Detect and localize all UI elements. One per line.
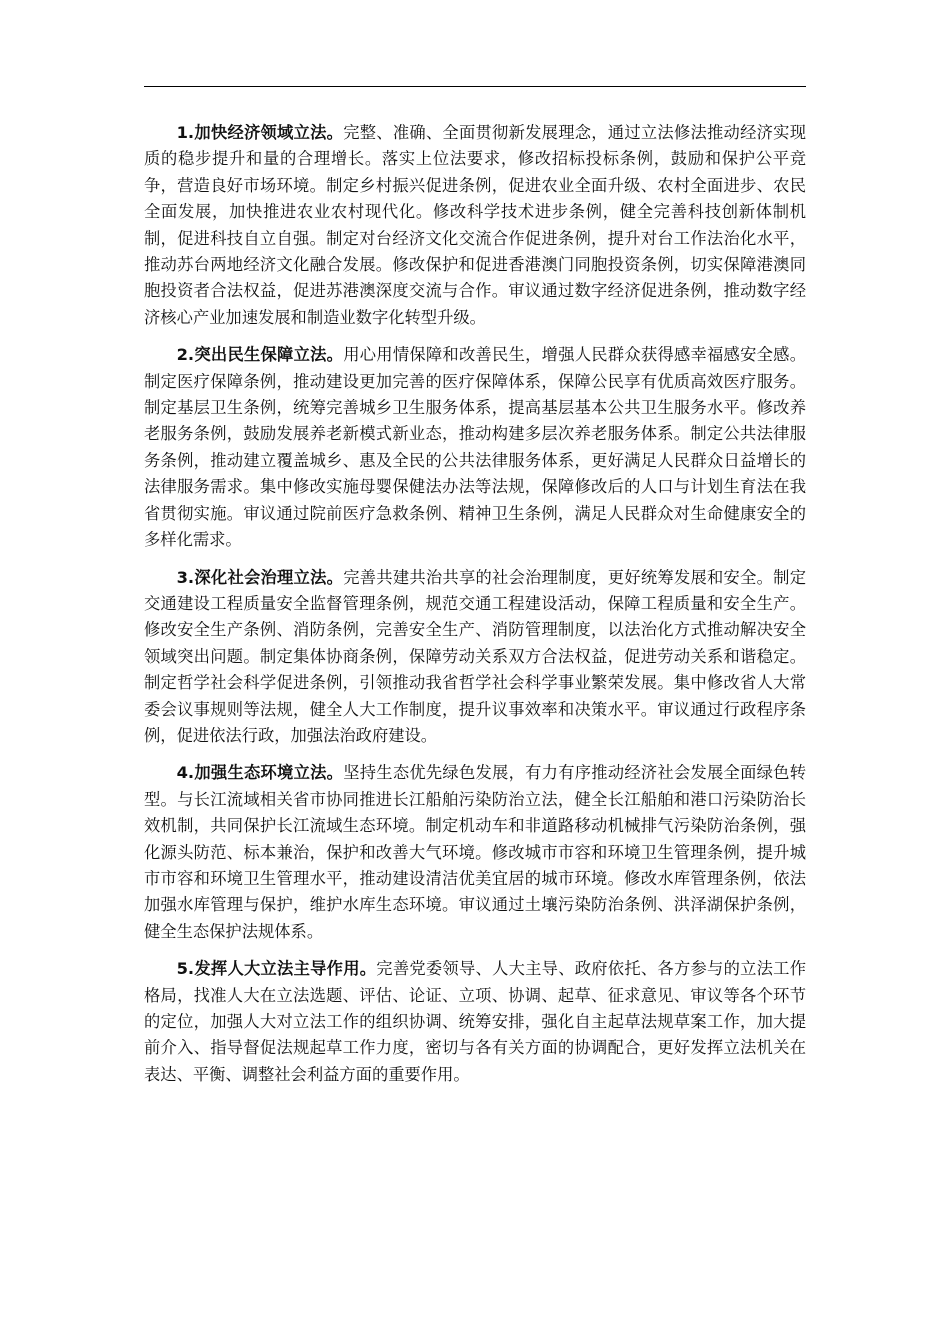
paragraph-npc-leading-role (144, 956, 806, 1088)
paragraph-social-governance-legislation (144, 565, 806, 750)
paragraph-text: 完整、准确、全面贯彻新发展理念，通过立法修法推动经济实现质的稳步提升和量的合理增长。落实上位法要求，修改招标投标条例，鼓励和保护公平竞争，营造良好市场环境。制定乡村振兴促进条例，促进农业全面升级、农村全面进步、农民全面发展，加快推进农业农村现代化。修改科学技术进步条例，健全完善科技创新体制机制，促进科技自立自强。制定对台经济文化交流合作促进条例，提升对台工作法治化水平，推动苏台两地经济文化融合发展。修改保护和促进香港澳门同胞投资条例，切实保障港澳同胞投资者合法权益，促进苏港澳深度交流与合作。审议通过数字经济促进条例，推动数字经济核心产业加速发展和制造业数字化转型升级。 (144, 123, 806, 327)
paragraph-heading: 3.深化社会治理立法。 (176, 567, 344, 587)
paragraph-text: 完善共建共治共享的社会治理制度，更好统筹发展和安全。制定交通建设工程质量安全监督管理条例，规范交通工程建设活动，保障工程质量和安全生产。修改安全生产条例、消防条例，完善安全生产、消防管理制度，以法治化方式推动解决安全领域突出问题。制定集体协商条例，保障劳动关系双方合法权益，促进劳动关系和谐稳定。制定哲学社会科学促进条例，引领推动我省哲学社会科学事业繁荣发展。集中修改省人大常委会议事规则等法规，健全人大工作制度，提升议事效率和决策水平。审议通过行政程序条例，促进依法行政，加强法治政府建设。 (144, 567, 806, 745)
paragraph-heading: 1.加快经济领域立法。 (176, 123, 344, 142)
paragraph-economic-legislation (144, 120, 806, 331)
header-rule (144, 86, 806, 87)
paragraph-livelihood-legislation (144, 342, 806, 553)
paragraph-text: 完善党委领导、人大主导、政府依托、各方参与的立法工作格局，找准人大在立法选题、评估、论证、立项、协调、起草、征求意见、审议等各个环节的定位，加强人大对立法工作的组织协调、统筹安排，强化自主起草法规草案工作，加大提前介入、指导督促法规起草工作力度，密切与各有关方面的协调配合，更好发挥立法机关在表达、平衡、调整社会利益方面的重要作用。 (144, 959, 806, 1084)
paragraph-text: 坚持生态优先绿色发展，有力有序推动经济社会发展全面绿色转型。与长江流域相关省市协同推进长江船舶污染防治立法，健全长江船舶和港口污染防治长效机制，共同保护长江流域生态环境。制定机动车和非道路移动机械排气污染防治条例，强化源头防范、标本兼治，保护和改善大气环境。修改城市市容和环境卫生管理条例，提升城市市容和环境卫生管理水平，推动建设清洁优美宜居的城市环境。修改水库管理条例，依法加强水库管理与保护，维护水库生态环境。审议通过土壤污染防治条例、洪泽湖保护条例，健全生态保护法规体系。 (144, 763, 806, 941)
paragraph-heading: 5.发挥人大立法主导作用。 (176, 959, 377, 979)
paragraph-text: 用心用情保障和改善民生，增强人民群众获得感幸福感安全感。制定医疗保障条例，推动建设更加完善的医疗保障体系，保障公民享有优质高效医疗服务。制定基层卫生条例，统筹完善城乡卫生服务体系，提高基层基本公共卫生服务水平。修改养老服务条例，鼓励发展养老新模式新业态，推动构建多层次养老服务体系。制定公共法律服务条例，推动建立覆盖城乡、惠及全民的公共法律服务体系，更好满足人民群众日益增长的法律服务需求。集中修改实施母婴保健法办法等法规，保障修改后的人口与计划生育法在我省贯彻实施。审议通过院前医疗急救条例、精神卫生条例，满足人民群众对生命健康安全的多样化需求。 (144, 345, 806, 550)
document-body (144, 120, 806, 1099)
paragraph-heading: 4.加强生态环境立法。 (176, 763, 344, 783)
paragraph-heading: 2.突出民生保障立法。 (176, 345, 344, 365)
paragraph-ecology-legislation (144, 760, 806, 945)
